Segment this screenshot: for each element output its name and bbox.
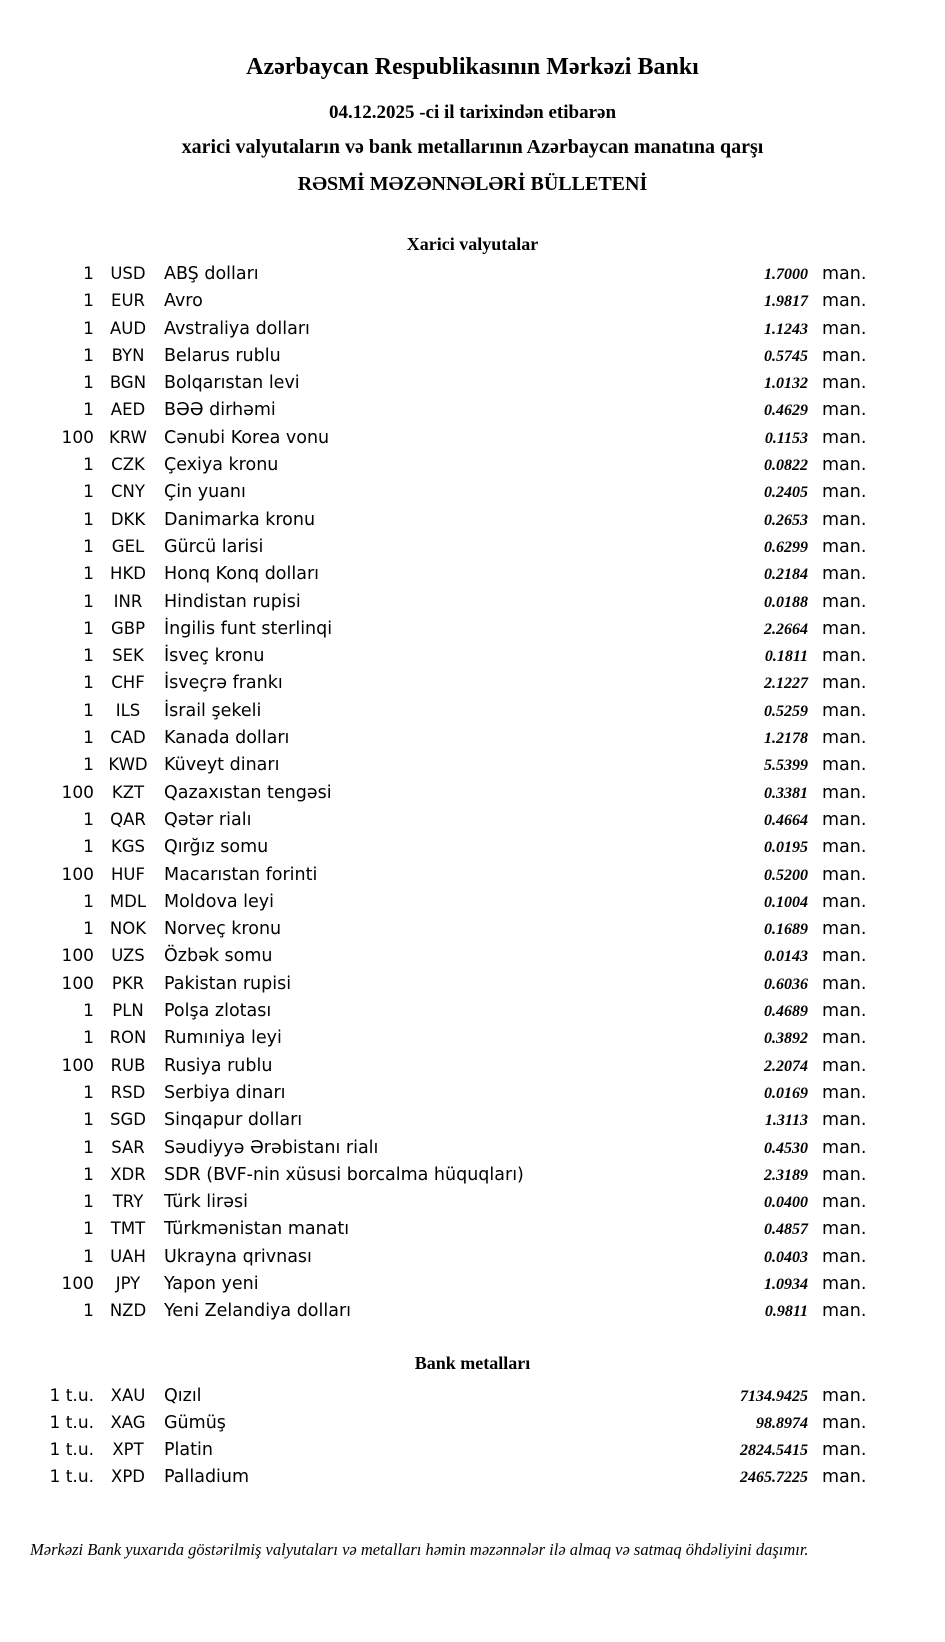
currency-code: HUF (111, 864, 145, 884)
currency-name: İsveçrə frankı (164, 673, 283, 694)
currency-name: Moldova leyi (164, 891, 274, 912)
currency-code: RUB (110, 1055, 146, 1075)
unit-label: man. (822, 564, 867, 585)
rate-value: 2.2074 (764, 1057, 808, 1075)
rate-row (0, 915, 945, 942)
unit-label: man. (822, 946, 867, 967)
quantity: 1 (83, 755, 94, 776)
quantity: 1 (83, 809, 94, 830)
unit-label: man. (822, 509, 867, 530)
unit-label: man. (822, 455, 867, 476)
unit-label: man. (822, 427, 867, 448)
rate-row (0, 478, 945, 505)
currency-name: Norveç kronu (164, 919, 282, 940)
quantity: 1 (83, 646, 94, 667)
currency-code: CHF (111, 673, 145, 693)
currency-code: BGN (109, 373, 147, 393)
quantity: 100 (61, 427, 94, 448)
rate-value: 0.1689 (764, 921, 808, 939)
quantity: 1 (83, 673, 94, 694)
rate-row (0, 669, 945, 696)
currency-name: Macarıstan forinti (164, 864, 318, 885)
unit-label: man. (822, 700, 867, 721)
currency-name: Avro (164, 291, 203, 312)
quantity: 1 (83, 837, 94, 858)
currency-name: İsveç kronu (164, 646, 265, 667)
unit-label: man. (822, 373, 867, 394)
rate-value: 0.0400 (764, 1194, 808, 1212)
subject-line: xarici valyutaların və bank metallarının Azərbaycan manatına qarşı (181, 136, 764, 158)
currency-name: Bolqarıstan levi (164, 373, 300, 394)
rate-row (0, 396, 945, 423)
currency-code: USD (110, 264, 146, 283)
rate-row (0, 861, 945, 888)
rate-value: 2.1227 (764, 675, 808, 693)
currency-code: BYN (111, 345, 145, 365)
metals-table (0, 1382, 945, 1491)
currency-name: Pakistan rupisi (164, 973, 292, 994)
unit-label: man. (822, 837, 867, 858)
rate-row (0, 1436, 945, 1463)
rate-value: 1.7000 (764, 266, 808, 283)
currency-name: Cənubi Korea vonu (164, 427, 330, 448)
rate-value: 0.2405 (764, 484, 808, 502)
rate-row (0, 260, 945, 287)
currency-name: Türk lirəsi (164, 1192, 248, 1213)
rate-row (0, 697, 945, 724)
rate-row (0, 1161, 945, 1188)
rate-value: 0.0403 (764, 1248, 808, 1266)
currency-name: Çin yuanı (164, 482, 246, 503)
quantity: 1 (83, 564, 94, 585)
rate-value: 1.3113 (764, 1112, 808, 1130)
currency-code: GBP (110, 618, 146, 638)
quantity: 1 (83, 482, 94, 503)
unit-label: man. (822, 782, 867, 803)
currency-name: Türkmənistan manatı (164, 1219, 350, 1240)
rate-row (0, 888, 945, 915)
bulletin-document (0, 50, 945, 1642)
rate-value: 0.0169 (764, 1084, 808, 1102)
rate-row (0, 506, 945, 533)
rate-row (0, 1024, 945, 1051)
rate-value: 0.3381 (764, 784, 808, 802)
currency-name: Sinqapur dolları (164, 1110, 303, 1131)
currency-name: Platin (164, 1440, 213, 1461)
quantity: 1 t.u. (49, 1440, 94, 1461)
currency-name: Belarus rublu (164, 345, 281, 366)
currency-code: TMT (110, 1219, 146, 1239)
rate-row (0, 642, 945, 669)
quantity: 1 (83, 1001, 94, 1022)
rate-value: 0.2184 (764, 566, 808, 584)
metals-section-title: Bank metalları (414, 1352, 531, 1373)
currency-code: CZK (111, 455, 145, 475)
rate-row (0, 615, 945, 642)
currency-code: TRY (112, 1192, 144, 1212)
currency-name: Çexiya kronu (164, 455, 279, 476)
currency-name: Rusiya rublu (164, 1055, 273, 1076)
unit-label: man. (822, 973, 867, 994)
quantity: 1 (83, 618, 94, 639)
rate-row (0, 1297, 945, 1324)
currency-code: XAU (110, 1385, 146, 1405)
currency-code: AED (110, 400, 146, 420)
unit-label: man. (822, 1301, 867, 1322)
quantity: 1 (83, 1301, 94, 1322)
unit-label: man. (822, 864, 867, 885)
currencies-table (0, 260, 945, 1325)
currency-name: İsrail şekeli (164, 700, 262, 721)
rate-value: 1.0132 (764, 375, 808, 393)
currency-code: UZS (111, 946, 145, 966)
currency-code: SAR (111, 1137, 145, 1157)
rate-row (0, 833, 945, 860)
unit-label: man. (822, 919, 867, 940)
currency-code: RSD (110, 1082, 146, 1102)
rate-row (0, 1409, 945, 1436)
currency-name: SDR (BVF-nin xüsusi borcalma hüquqları) (164, 1164, 524, 1185)
rate-value: 1.1243 (764, 320, 808, 338)
rate-value: 0.4530 (764, 1139, 808, 1157)
unit-label: man. (822, 1055, 867, 1076)
currency-code: UAH (110, 1246, 146, 1266)
currency-name: ABŞ dolları (164, 264, 259, 284)
currency-code: AUD (109, 318, 147, 338)
obligation-note: Mərkəzi Bank yuxarıda göstərilmiş valyutaları və metalları həmin məzənnələr ilə almaq və satmaq öhdəliyini daşımır. (30, 1539, 809, 1559)
unit-label: man. (822, 591, 867, 612)
currency-code: QAR (110, 809, 146, 829)
quantity: 1 (83, 536, 94, 557)
currency-code: KZT (111, 782, 145, 802)
unit-label: man. (822, 1001, 867, 1022)
currency-code: SEK (112, 646, 144, 666)
quantity: 1 (83, 400, 94, 421)
rate-value: 0.9811 (764, 1303, 808, 1321)
rate-value: 0.1811 (764, 648, 808, 666)
rate-value: 0.4689 (764, 1003, 808, 1021)
currency-code: XPT (112, 1440, 144, 1460)
rate-value: 0.4664 (764, 811, 808, 829)
quantity: 1 (83, 1028, 94, 1049)
currency-name: Qızıl (164, 1385, 202, 1406)
rate-value: 2.3189 (764, 1166, 808, 1184)
rate-value: 98.8974 (756, 1414, 808, 1432)
unit-label: man. (822, 291, 867, 312)
currency-name: İngilis funt sterlinqi (164, 618, 333, 639)
currency-name: Yapon yeni (164, 1273, 259, 1294)
quantity: 1 (83, 1219, 94, 1240)
currency-code: GEL (111, 536, 145, 556)
quantity: 100 (61, 864, 94, 885)
quantity: 1 (83, 591, 94, 612)
quantity: 100 (61, 782, 94, 803)
unit-label: man. (822, 1164, 867, 1185)
rate-row (0, 588, 945, 615)
quantity: 1 (83, 291, 94, 312)
quantity: 1 (83, 264, 94, 284)
quantity: 1 (83, 345, 94, 366)
rate-row (0, 369, 945, 396)
quantity: 100 (61, 1055, 94, 1076)
quantity: 1 (83, 1137, 94, 1158)
quantity: 100 (61, 973, 94, 994)
rate-row (0, 806, 945, 833)
rate-value: 0.1004 (764, 893, 808, 911)
rate-value: 0.0143 (764, 948, 808, 966)
rate-row (0, 560, 945, 587)
quantity: 1 (83, 373, 94, 394)
unit-label: man. (822, 728, 867, 749)
quantity: 1 t.u. (49, 1412, 94, 1433)
quantity: 1 (83, 1164, 94, 1185)
rate-row (0, 1270, 945, 1297)
quantity: 100 (61, 946, 94, 967)
currency-code: PKR (111, 973, 145, 993)
currency-name: Honq Konq dolları (164, 564, 320, 585)
rate-value: 0.5259 (764, 702, 808, 720)
currency-name: Danimarka kronu (164, 509, 316, 530)
unit-label: man. (822, 1028, 867, 1049)
unit-label: man. (822, 1246, 867, 1267)
bulletin-title: RƏSMİ MƏZƏNNƏLƏRİ BÜLLETENİ (297, 173, 648, 195)
unit-label: man. (822, 1412, 867, 1433)
currency-code: DKK (110, 509, 146, 529)
quantity: 100 (61, 1273, 94, 1294)
rate-value: 0.0188 (764, 593, 808, 611)
currency-name: Özbək somu (164, 946, 273, 967)
currency-name: Yeni Zelandiya dolları (164, 1301, 352, 1322)
rate-row (0, 942, 945, 969)
rate-row (0, 1052, 945, 1079)
currency-code: INR (113, 591, 143, 611)
currency-name: BƏƏ dirhəmi (164, 400, 276, 421)
rate-row (0, 1188, 945, 1215)
unit-label: man. (822, 482, 867, 503)
currency-code: PLN (112, 1001, 144, 1021)
rate-row (0, 315, 945, 342)
quantity: 1 (83, 919, 94, 940)
currency-name: Qırğız somu (164, 837, 269, 858)
unit-label: man. (822, 1273, 867, 1294)
currency-name: Hindistan rupisi (164, 591, 301, 612)
rate-value: 7134.9425 (740, 1387, 808, 1405)
currency-code: ILS (115, 700, 141, 720)
unit-label: man. (822, 1467, 867, 1488)
currency-code: SGD (110, 1110, 146, 1130)
unit-label: man. (822, 1082, 867, 1103)
currency-name: Gümüş (164, 1412, 226, 1433)
currency-name: Küveyt dinarı (164, 755, 280, 776)
quantity: 1 (83, 455, 94, 476)
rate-value: 0.5200 (764, 866, 808, 884)
rate-value: 0.5745 (764, 347, 808, 365)
rate-value: 0.0822 (764, 457, 808, 475)
quantity: 1 (83, 700, 94, 721)
rate-value: 0.6036 (764, 975, 808, 993)
quantity: 1 (83, 1192, 94, 1213)
rate-value: 2465.7225 (740, 1469, 808, 1487)
rate-row (0, 751, 945, 778)
rate-value: 0.4629 (764, 402, 808, 420)
rate-row (0, 1106, 945, 1133)
currency-code: CNY (111, 482, 145, 502)
quantity: 1 (83, 891, 94, 912)
rate-row (0, 997, 945, 1024)
unit-label: man. (822, 618, 867, 639)
currency-code: XAG (110, 1412, 146, 1432)
unit-label: man. (822, 1192, 867, 1213)
rate-row (0, 779, 945, 806)
rate-row (0, 533, 945, 560)
unit-label: man. (822, 400, 867, 421)
bank-title: Azərbaycan Respublikasının Mərkəzi Bankı (246, 54, 699, 80)
unit-label: man. (822, 891, 867, 912)
rate-value: 5.5399 (764, 757, 808, 775)
quantity: 1 (83, 1082, 94, 1103)
rate-value: 0.4857 (764, 1221, 808, 1239)
rate-value: 0.0195 (764, 839, 808, 857)
rate-row (0, 1215, 945, 1242)
currency-name: Rumıniya leyi (164, 1028, 282, 1049)
rate-row (0, 424, 945, 451)
unit-label: man. (822, 809, 867, 830)
currency-name: Səudiyyə Ərəbistanı rialı (164, 1137, 379, 1158)
rate-row (0, 1134, 945, 1161)
rate-row (0, 451, 945, 478)
unit-label: man. (822, 264, 867, 284)
unit-label: man. (822, 536, 867, 557)
rate-value: 1.9817 (764, 293, 808, 311)
currency-name: Avstraliya dolları (164, 318, 310, 339)
currency-code: KRW (109, 427, 147, 447)
rate-row (0, 1243, 945, 1270)
unit-label: man. (822, 1219, 867, 1240)
unit-label: man. (822, 755, 867, 776)
rate-value: 0.3892 (764, 1030, 808, 1048)
currency-code: HKD (110, 564, 146, 584)
currency-code: XDR (110, 1164, 146, 1184)
rate-row (0, 724, 945, 751)
rate-value: 0.2653 (764, 511, 808, 529)
currency-code: RON (109, 1028, 147, 1048)
quantity: 1 (83, 318, 94, 339)
currencies-section-title: Xarici valyutalar (406, 234, 539, 254)
rate-row (0, 287, 945, 314)
currency-code: KWD (108, 755, 148, 775)
unit-label: man. (822, 1385, 867, 1406)
unit-label: man. (822, 318, 867, 339)
unit-label: man. (822, 1137, 867, 1158)
unit-label: man. (822, 646, 867, 667)
currency-name: Qazaxıstan tengəsi (164, 782, 332, 803)
rate-row (0, 342, 945, 369)
currency-code: KGS (110, 837, 146, 857)
quantity: 1 (83, 509, 94, 530)
rate-value: 1.0934 (764, 1275, 808, 1293)
effective-date: 04.12.2025 -ci il tarixindən etibarən (328, 102, 617, 123)
currency-code: JPY (115, 1273, 141, 1293)
rate-value: 0.1153 (764, 429, 808, 447)
unit-label: man. (822, 1110, 867, 1131)
unit-label: man. (822, 1440, 867, 1461)
currency-code: EUR (111, 291, 145, 311)
rate-value: 1.2178 (764, 730, 808, 748)
rate-value: 0.6299 (764, 538, 808, 556)
document-header (0, 50, 945, 198)
unit-label: man. (822, 345, 867, 366)
currency-name: Serbiya dinarı (164, 1082, 286, 1103)
rate-row (0, 970, 945, 997)
currency-code: XPD (111, 1467, 145, 1487)
quantity: 1 t.u. (49, 1385, 94, 1406)
rate-value: 2.2664 (764, 620, 808, 638)
rate-row (0, 1382, 945, 1409)
quantity: 1 t.u. (49, 1467, 94, 1488)
currency-code: NZD (109, 1301, 147, 1321)
unit-label: man. (822, 673, 867, 694)
currency-code: MDL (109, 891, 147, 911)
quantity: 1 (83, 1110, 94, 1131)
currency-code: NOK (109, 919, 147, 939)
currency-name: Palladium (164, 1467, 250, 1488)
rate-row (0, 1463, 945, 1490)
quantity: 1 (83, 728, 94, 749)
quantity: 1 (83, 1246, 94, 1267)
currency-name: Ukrayna qrivnası (164, 1246, 312, 1267)
currency-name: Polşa zlotası (164, 1001, 272, 1022)
currency-name: Kanada dolları (164, 728, 290, 749)
rate-row (0, 1079, 945, 1106)
currency-name: Qətər rialı (164, 809, 252, 830)
currency-name: Gürcü larisi (164, 536, 264, 557)
rate-value: 2824.5415 (740, 1442, 808, 1460)
currency-code: CAD (110, 728, 146, 748)
